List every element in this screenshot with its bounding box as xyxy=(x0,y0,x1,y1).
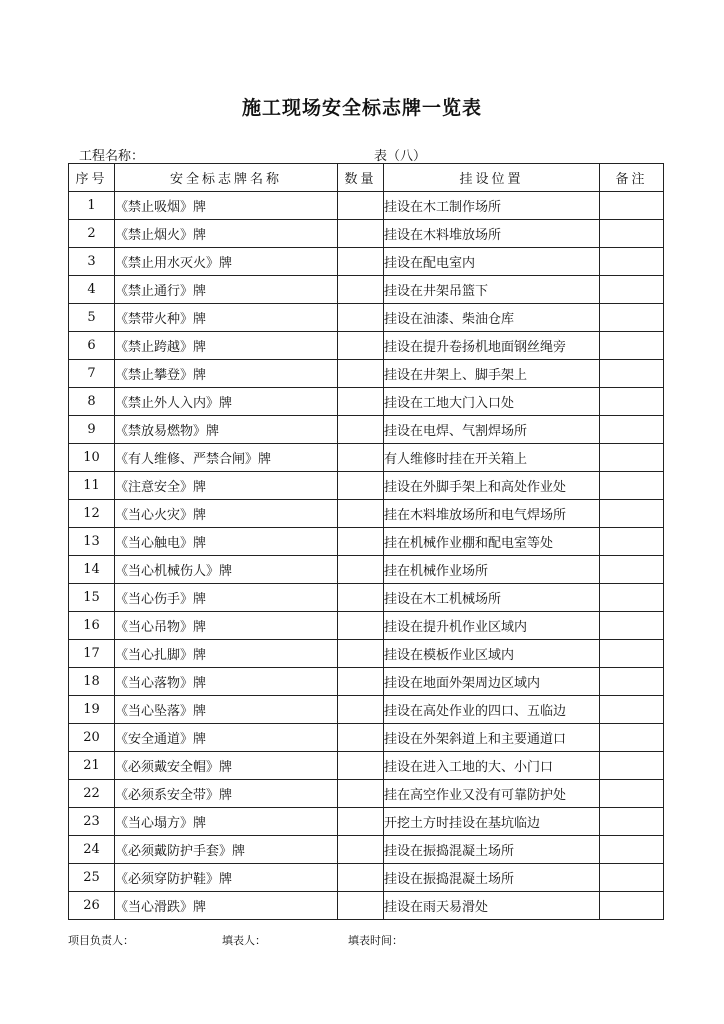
project-name-label: 工程名称： xyxy=(79,149,145,164)
table-header-row xyxy=(69,164,664,192)
cell-quantity xyxy=(338,556,384,584)
cell-no: 10 xyxy=(69,444,115,472)
cell-location: 挂设在油漆、柴油仓库 xyxy=(384,304,600,332)
cell-sign-name: 《安全通道》牌 xyxy=(115,724,338,752)
cell-sign-name: 《当心机械伤人》牌 xyxy=(115,556,338,584)
cell-sign-name: 《禁止通行》牌 xyxy=(115,276,338,304)
cell-location: 挂设在进入工地的大、小门口 xyxy=(384,752,600,780)
header-note: 备注 xyxy=(600,164,664,192)
table-row xyxy=(69,836,664,864)
table-body xyxy=(69,192,664,920)
cell-quantity xyxy=(338,528,384,556)
cell-note xyxy=(600,276,664,304)
cell-no: 1 xyxy=(69,192,115,220)
cell-no: 14 xyxy=(69,556,115,584)
cell-no: 12 xyxy=(69,500,115,528)
cell-no: 6 xyxy=(69,332,115,360)
cell-note xyxy=(600,668,664,696)
cell-quantity xyxy=(338,584,384,612)
table-row xyxy=(69,472,664,500)
cell-sign-name: 《禁带火种》牌 xyxy=(115,304,338,332)
cell-no: 24 xyxy=(69,836,115,864)
cell-no: 25 xyxy=(69,864,115,892)
cell-location: 挂设在井架吊篮下 xyxy=(384,276,600,304)
cell-sign-name: 《当心触电》牌 xyxy=(115,528,338,556)
cell-sign-name: 《有人维修、严禁合闸》牌 xyxy=(115,444,338,472)
cell-sign-name: 《当心伤手》牌 xyxy=(115,584,338,612)
cell-no: 17 xyxy=(69,640,115,668)
cell-location: 挂设在配电室内 xyxy=(384,248,600,276)
cell-note xyxy=(600,696,664,724)
table-row xyxy=(69,276,664,304)
cell-no: 8 xyxy=(69,388,115,416)
cell-no: 16 xyxy=(69,612,115,640)
cell-sign-name: 《禁止跨越》牌 xyxy=(115,332,338,360)
cell-sign-name: 《注意安全》牌 xyxy=(115,472,338,500)
cell-no: 20 xyxy=(69,724,115,752)
cell-quantity xyxy=(338,724,384,752)
cell-note xyxy=(600,500,664,528)
cell-note xyxy=(600,892,664,920)
table-row xyxy=(69,220,664,248)
cell-location: 挂设在木工机械场所 xyxy=(384,584,600,612)
cell-note xyxy=(600,836,664,864)
cell-location: 开挖土方时挂设在基坑临边 xyxy=(384,808,600,836)
cell-quantity xyxy=(338,612,384,640)
cell-location: 挂设在外脚手架上和高处作业处 xyxy=(384,472,600,500)
table-row xyxy=(69,864,664,892)
cell-no: 23 xyxy=(69,808,115,836)
cell-note xyxy=(600,304,664,332)
table-row xyxy=(69,248,664,276)
cell-note xyxy=(600,808,664,836)
table-row xyxy=(69,780,664,808)
table-row xyxy=(69,332,664,360)
cell-location: 挂设在雨天易滑处 xyxy=(384,892,600,920)
cell-quantity xyxy=(338,808,384,836)
cell-sign-name: 《必须戴安全帽》牌 xyxy=(115,752,338,780)
cell-quantity xyxy=(338,416,384,444)
cell-quantity xyxy=(338,640,384,668)
cell-location: 挂设在外架斜道上和主要通道口 xyxy=(384,724,600,752)
cell-location: 挂设在井架上、脚手架上 xyxy=(384,360,600,388)
cell-no: 11 xyxy=(69,472,115,500)
cell-sign-name: 《必须系安全带》牌 xyxy=(115,780,338,808)
table-row xyxy=(69,388,664,416)
table-row xyxy=(69,640,664,668)
cell-note xyxy=(600,332,664,360)
cell-sign-name: 《当心塌方》牌 xyxy=(115,808,338,836)
cell-note xyxy=(600,584,664,612)
cell-note xyxy=(600,780,664,808)
table-row xyxy=(69,360,664,388)
table-row xyxy=(69,752,664,780)
cell-note xyxy=(600,220,664,248)
cell-quantity xyxy=(338,864,384,892)
header-name: 安全标志牌名称 xyxy=(115,164,338,192)
footer-filler: 填表人： xyxy=(222,934,266,947)
table-number: 表（八） xyxy=(374,149,427,164)
cell-no: 7 xyxy=(69,360,115,388)
cell-quantity xyxy=(338,696,384,724)
cell-location: 挂在高空作业又没有可靠防护处 xyxy=(384,780,600,808)
cell-quantity xyxy=(338,360,384,388)
table-row xyxy=(69,584,664,612)
cell-location: 挂在机械作业场所 xyxy=(384,556,600,584)
cell-quantity xyxy=(338,388,384,416)
cell-no: 21 xyxy=(69,752,115,780)
table-row xyxy=(69,892,664,920)
cell-quantity xyxy=(338,500,384,528)
footer-fill-time: 填表时间： xyxy=(348,934,403,947)
cell-location: 有人维修时挂在开关箱上 xyxy=(384,444,600,472)
cell-no: 5 xyxy=(69,304,115,332)
cell-sign-name: 《禁止用水灭火》牌 xyxy=(115,248,338,276)
table-row xyxy=(69,612,664,640)
cell-sign-name: 《禁止吸烟》牌 xyxy=(115,192,338,220)
table-row xyxy=(69,528,664,556)
cell-no: 13 xyxy=(69,528,115,556)
cell-location: 挂设在木料堆放场所 xyxy=(384,220,600,248)
cell-location: 挂设在模板作业区域内 xyxy=(384,640,600,668)
cell-no: 4 xyxy=(69,276,115,304)
cell-location: 挂在木料堆放场所和电气焊场所 xyxy=(384,500,600,528)
cell-location: 挂设在振捣混凝土场所 xyxy=(384,836,600,864)
cell-note xyxy=(600,640,664,668)
cell-quantity xyxy=(338,192,384,220)
cell-note xyxy=(600,416,664,444)
cell-sign-name: 《当心火灾》牌 xyxy=(115,500,338,528)
cell-quantity xyxy=(338,752,384,780)
cell-location: 挂设在高处作业的四口、五临边 xyxy=(384,696,600,724)
cell-note xyxy=(600,192,664,220)
table-row xyxy=(69,500,664,528)
cell-no: 18 xyxy=(69,668,115,696)
cell-sign-name: 《必须穿防护鞋》牌 xyxy=(115,864,338,892)
table-row xyxy=(69,808,664,836)
cell-sign-name: 《当心扎脚》牌 xyxy=(115,640,338,668)
table-row xyxy=(69,696,664,724)
cell-no: 22 xyxy=(69,780,115,808)
cell-quantity xyxy=(338,472,384,500)
cell-note xyxy=(600,360,664,388)
cell-location: 挂设在工地大门入口处 xyxy=(384,388,600,416)
cell-location: 挂在机械作业棚和配电室等处 xyxy=(384,528,600,556)
cell-note xyxy=(600,444,664,472)
cell-location: 挂设在电焊、气割焊场所 xyxy=(384,416,600,444)
cell-sign-name: 《当心坠落》牌 xyxy=(115,696,338,724)
cell-quantity xyxy=(338,304,384,332)
header-qty: 数量 xyxy=(338,164,384,192)
table-row xyxy=(69,556,664,584)
cell-location: 挂设在提升卷扬机地面钢丝绳旁 xyxy=(384,332,600,360)
page-title: 施工现场安全标志牌一览表 xyxy=(241,97,482,119)
cell-quantity xyxy=(338,220,384,248)
cell-quantity xyxy=(338,780,384,808)
cell-quantity xyxy=(338,836,384,864)
cell-no: 2 xyxy=(69,220,115,248)
cell-no: 26 xyxy=(69,892,115,920)
cell-note xyxy=(600,724,664,752)
cell-sign-name: 《必须戴防护手套》牌 xyxy=(115,836,338,864)
table-row xyxy=(69,192,664,220)
cell-note xyxy=(600,864,664,892)
table-row xyxy=(69,444,664,472)
cell-note xyxy=(600,556,664,584)
cell-location: 挂设在提升机作业区域内 xyxy=(384,612,600,640)
cell-note xyxy=(600,388,664,416)
cell-note xyxy=(600,752,664,780)
cell-location: 挂设在木工制作场所 xyxy=(384,192,600,220)
cell-note xyxy=(600,472,664,500)
cell-no: 9 xyxy=(69,416,115,444)
table-row xyxy=(69,668,664,696)
cell-sign-name: 《当心落物》牌 xyxy=(115,668,338,696)
cell-note xyxy=(600,612,664,640)
cell-quantity xyxy=(338,444,384,472)
table-row xyxy=(69,304,664,332)
cell-no: 3 xyxy=(69,248,115,276)
cell-quantity xyxy=(338,332,384,360)
cell-note xyxy=(600,528,664,556)
cell-quantity xyxy=(338,892,384,920)
footer-project-manager: 项目负责人： xyxy=(68,934,134,947)
header-no: 序号 xyxy=(69,164,115,192)
cell-note xyxy=(600,248,664,276)
cell-sign-name: 《当心滑跌》牌 xyxy=(115,892,338,920)
cell-no: 19 xyxy=(69,696,115,724)
cell-location: 挂设在振捣混凝土场所 xyxy=(384,864,600,892)
cell-quantity xyxy=(338,276,384,304)
cell-sign-name: 《禁止攀登》牌 xyxy=(115,360,338,388)
cell-sign-name: 《禁止烟火》牌 xyxy=(115,220,338,248)
header-location: 挂设位置 xyxy=(384,164,600,192)
cell-no: 15 xyxy=(69,584,115,612)
cell-quantity xyxy=(338,248,384,276)
table-row xyxy=(69,724,664,752)
cell-quantity xyxy=(338,668,384,696)
safety-sign-table xyxy=(68,163,664,920)
cell-sign-name: 《禁放易燃物》牌 xyxy=(115,416,338,444)
cell-sign-name: 《当心吊物》牌 xyxy=(115,612,338,640)
cell-location: 挂设在地面外架周边区域内 xyxy=(384,668,600,696)
table-row xyxy=(69,416,664,444)
cell-sign-name: 《禁止外人入内》牌 xyxy=(115,388,338,416)
